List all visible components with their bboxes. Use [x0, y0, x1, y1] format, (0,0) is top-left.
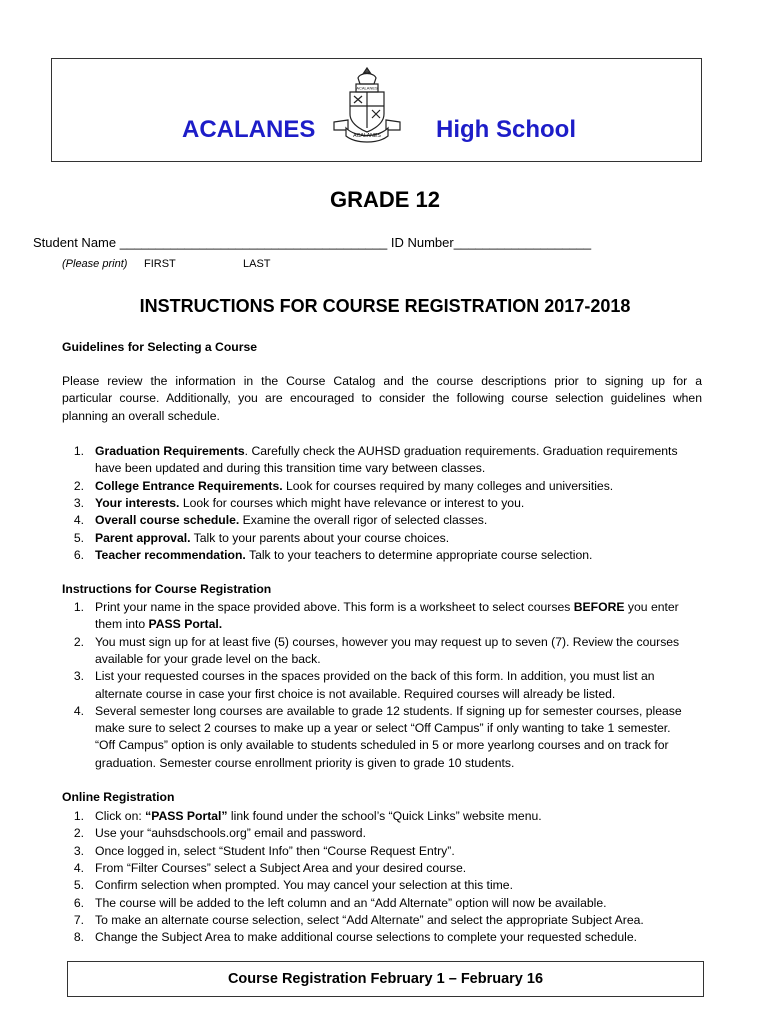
- item-bold: PASS Portal.: [148, 617, 223, 632]
- item-bold: Overall course schedule.: [95, 513, 240, 528]
- list-number: 8.: [73, 930, 84, 945]
- id-number-field[interactable]: ___________________: [453, 235, 592, 250]
- item-text: Use your “auhsdschools.org” email and password.: [95, 826, 366, 841]
- page-title: GRADE 12: [329, 187, 441, 212]
- list-number: 3.: [73, 669, 84, 684]
- item-bold: Teacher recommendation.: [95, 547, 246, 562]
- item-text: have been updated and during this transition time vary between classes.: [95, 461, 486, 476]
- intro-line: Please review the information in the Course Catalog and the course descriptions prior to signing up for a: [62, 374, 702, 388]
- intro-line: particular course. Additionally, you are encouraged to consider the following course selection guidelines when: [62, 391, 702, 406]
- student-name-label: Student Name: [33, 235, 117, 250]
- list-number: 1.: [73, 600, 84, 614]
- intro-line: planning an overall schedule.: [62, 408, 220, 423]
- item-text: graduation. Semester course enrollment priority is given to grade 10 students.: [95, 755, 515, 770]
- list-number: 3.: [73, 843, 84, 858]
- id-number-label: ID Number: [390, 235, 454, 250]
- list-number: 1.: [73, 809, 84, 823]
- item-text: Print your name in the space provided above. This form is a worksheet to select courses: [95, 600, 574, 614]
- list-number: 5.: [73, 530, 84, 545]
- item-text: From “Filter Courses” select a Subject Area and your desired course.: [95, 860, 467, 875]
- crest-top-text: ACALANES: [356, 85, 378, 91]
- item-text: Confirm selection when prompted. You may cancel your selection at this time.: [95, 878, 513, 893]
- list-number: 4.: [73, 513, 84, 528]
- item-text: available for your grade level on the back.: [95, 651, 321, 666]
- first-label: FIRST: [144, 258, 176, 270]
- item-bold: College Entrance Requirements.: [95, 478, 283, 493]
- item-text: The course will be added to the left column and an “Add Alternate” option will now be available.: [95, 895, 607, 910]
- item-bold: Parent approval.: [95, 530, 191, 545]
- school-crest-logo: [330, 66, 404, 146]
- list-number: 2.: [73, 478, 84, 493]
- print-hint: (Please print): [62, 258, 128, 270]
- guidelines-title: Guidelines for Selecting a Course: [62, 340, 258, 354]
- list-number: 2.: [73, 634, 84, 649]
- item-text: To make an alternate course selection, select “Add Alternate” and select the appropriate Subject Area.: [95, 912, 644, 927]
- item-text: Change the Subject Area to make additional course selections to complete your requested schedule.: [95, 930, 637, 945]
- item-text: Several semester long courses are available to grade 12 students. If signing up for semester courses, please: [95, 703, 682, 718]
- guidelines-list: [62, 443, 712, 573]
- item-text: Once logged in, select “Student Info” then “Course Request Entry”.: [95, 843, 455, 858]
- last-label: LAST: [243, 258, 271, 270]
- item-text: Talk to your parents about your course choices.: [190, 530, 450, 545]
- list-number: 3.: [73, 495, 84, 510]
- item-text: alternate course in case your first choice is not available. Required courses will already be listed.: [95, 686, 616, 701]
- crest-banner-text: ACALANES: [353, 133, 381, 139]
- item-text: . Carefully check the AUHSD graduation requirements. Graduation requirements: [244, 444, 678, 458]
- student-name-row: [33, 235, 591, 250]
- item-text: Examine the overall rigor of selected classes.: [239, 513, 488, 528]
- online-title: Online Registration: [62, 790, 175, 804]
- item-text: “Off Campus” option is only available to students scheduled in 5 or more yearlong courses and on track for: [95, 738, 669, 753]
- list-number: 5.: [73, 878, 84, 893]
- school-name-right: High School: [436, 116, 576, 143]
- item-text: Talk to your teachers to determine appropriate course selection.: [245, 547, 593, 562]
- registration-dates-box: Course Registration February 1 – February 16: [67, 961, 704, 997]
- pass-portal-link-text: “PASS Portal”: [145, 809, 228, 823]
- item-bold: Your interests.: [95, 495, 180, 510]
- list-number: 7.: [73, 912, 84, 927]
- guidelines-intro: [62, 373, 702, 425]
- item-bold: BEFORE: [573, 600, 625, 614]
- registration-list: [62, 599, 712, 774]
- online-list: [62, 808, 712, 950]
- item-bold: Graduation Requirements: [95, 444, 245, 458]
- list-number: 4.: [73, 703, 84, 718]
- school-name-left: ACALANES: [182, 116, 316, 143]
- item-text: Look for courses required by many colleges and universities.: [282, 478, 614, 493]
- list-number: 2.: [73, 826, 84, 841]
- registration-title: Instructions for Course Registration: [62, 582, 272, 596]
- item-text: link found under the school’s “Quick Links” website menu.: [227, 809, 542, 823]
- item-text: List your requested courses in the spaces provided on the back of this form. In addition, you must list an: [95, 669, 655, 684]
- list-number: 1.: [73, 444, 84, 458]
- item-text: You must sign up for at least five (5) courses, however you may request up to seven (7). Review the courses: [95, 634, 680, 649]
- list-number: 4.: [73, 860, 84, 875]
- item-text: you enter: [624, 600, 679, 614]
- instructions-heading: INSTRUCTIONS FOR COURSE REGISTRATION 2017-2018: [139, 296, 631, 316]
- item-text: Click on:: [95, 809, 146, 823]
- list-number: 6.: [73, 895, 84, 910]
- item-text: them into: [95, 617, 149, 632]
- item-text: Look for courses which might have relevance or interest to you.: [179, 495, 525, 510]
- student-name-field[interactable]: _____________________________________: [119, 235, 388, 250]
- list-number: 6.: [73, 547, 84, 562]
- item-text: make sure to select 2 courses to make up a year or select “Off Campus” if only wanting to take 1 semester.: [95, 721, 671, 736]
